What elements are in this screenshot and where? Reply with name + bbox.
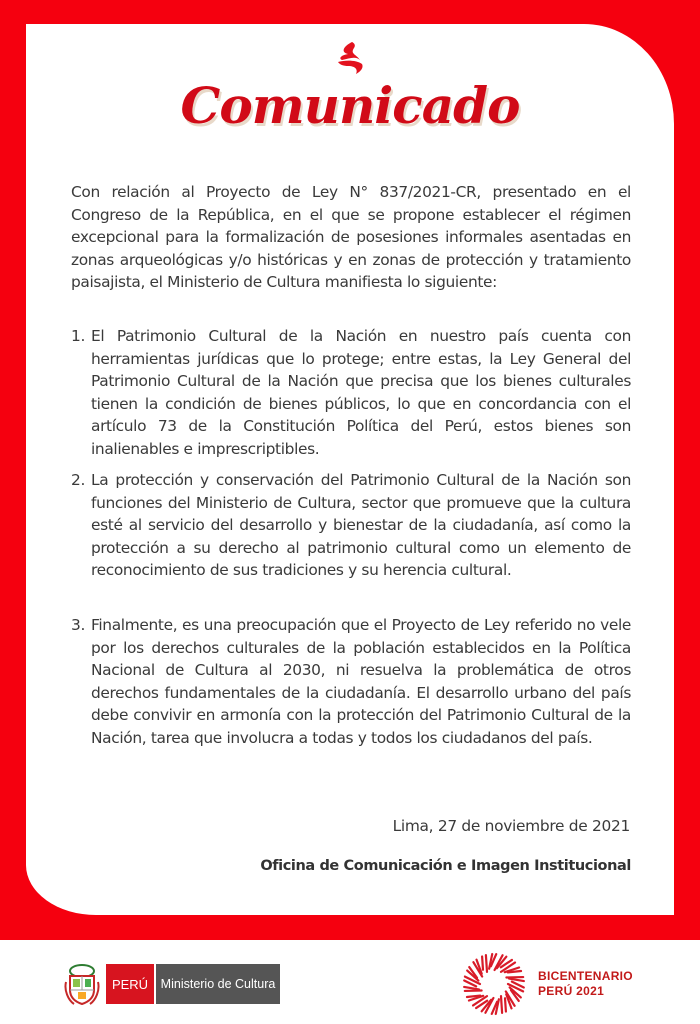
bicentenario-line2: PERÚ 2021	[538, 984, 605, 998]
ministry-label: Ministerio de Cultura	[156, 964, 280, 1004]
bicentenario-sun-icon	[462, 952, 526, 1016]
list-item	[71, 469, 631, 582]
date-line: Lima, 27 de noviembre de 2021	[392, 817, 630, 835]
bicentenario-text	[538, 969, 633, 999]
intro-paragraph: Con relación al Proyecto de Ley N° 837/2021-CR, presentado en el Congreso de la República, en el que se propone establecer el régimen excepcional para la formalización de posesiones informales asentadas en zonas arqueológicas y/o históricas y en zonas de protección y tratamiento paisajista, el Ministerio de Cultura manifiesta lo siguiente:	[71, 183, 631, 292]
list-item-number: 2.	[71, 471, 85, 489]
list-item-text: La protección y conservación del Patrimonio Cultural de la Nación son funciones del Ministerio de Cultura, sector que promueve que la cultura esté al servicio del desarrollo y bienestar de la ciudadanía, así como la protección a su derecho al patrimonio cultural como un elemento de reconocimiento de sus tradiciones y su herencia cultural.	[91, 471, 631, 580]
peru-coat-of-arms-icon	[64, 962, 100, 1006]
sun-ray	[467, 996, 480, 997]
sun-ray	[508, 971, 521, 972]
bicentenario-line1: BICENTENARIO	[538, 969, 633, 983]
list-item-number: 3.	[71, 616, 85, 634]
sun-ray	[486, 955, 487, 972]
list-item	[71, 614, 631, 750]
list-item-number: 1.	[71, 327, 85, 345]
list-item-text: El Patrimonio Cultural de la Nación en nuestro país cuenta con herramientas jurídicas que lo protege; entre estas, la Ley General del Patrimonio Cultural de la Nación que precisa que los bienes culturales tienen la condición de bienes públicos, lo que en concordancia con el artículo 73 de la Constitución Política del Perú, estos bienes son inalienables e imprescriptibles.	[91, 327, 631, 458]
office-signature: Oficina de Comunicación e Imagen Institucional	[260, 858, 631, 874]
list-item-text: Finalmente, es una preocupación que el Proyecto de Ley referido no vele por los derechos culturales de la población establecidos en la Política Nacional de Cultura al 2030, ni resuelva la problemática de otros derechos fundamentales de la ciudadanía. El desarrollo urbano del país debe convivir en armonía con la protección del Patrimonio Cultural de la Nación, tarea que involucra a todas y todos los ciudadanos del país.	[91, 616, 631, 747]
bicentenario-logo	[462, 952, 633, 1016]
sun-ray	[505, 998, 506, 1011]
page-title: Comunicado	[180, 76, 520, 135]
peru-label: PERÚ	[106, 964, 154, 1004]
list-item	[71, 325, 631, 461]
ministry-logo	[64, 962, 280, 1006]
flame-emblem-icon	[330, 40, 370, 76]
sun-ray	[501, 996, 502, 1013]
sun-ray	[482, 956, 483, 969]
